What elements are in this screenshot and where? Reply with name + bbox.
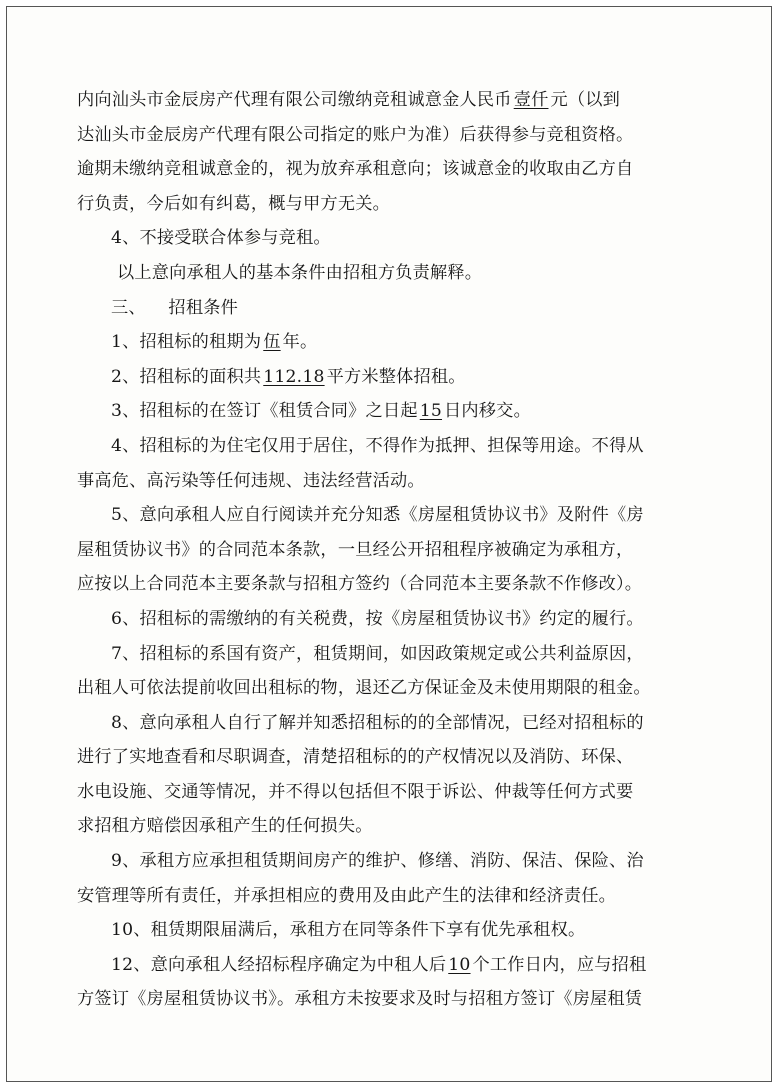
paragraph-line: 屋租赁协议书》的合同范本条款，一旦经公开招租程序被确定为承租方， [77, 539, 634, 560]
clause-line: 4、不接受联合体参与竞租。 [111, 228, 331, 249]
clause-line: 5、意向承租人应自行阅读并充分知悉《房屋租赁协议书》及附件《房 [111, 505, 644, 526]
paragraph-line: 方签订《房屋租赁协议书》。承租方未按要求及时与招租方签订《房屋租赁 [77, 989, 643, 1010]
clause-line: 3、招租标的在签订《租赁合同》之日起 15 日内移交。 [111, 401, 531, 422]
paragraph-line: 安管理等所有责任，并承担相应的费用及由此产生的法律和经济责任。 [77, 885, 617, 906]
paragraph-line: 应按以上合同范本主要条款与招租方签约（合同范本主要条款不作修改）。 [77, 574, 643, 595]
document-body [77, 83, 717, 1017]
document-page [6, 6, 772, 1082]
paragraph-line: 达汕头市金辰房产代理有限公司指定的账户为准）后获得参与竞租资格。 [77, 124, 634, 145]
paragraph-line: 水电设施、交通等情况，并不得以包括但不限于诉讼、仲裁等任何方式要 [77, 781, 634, 802]
clause-line: 6、招租标的需缴纳的有关税费，按《房屋租赁协议书》约定的履行。 [111, 608, 644, 629]
underlined-amount: 壹仟 [513, 90, 549, 110]
clause-line: 10、租赁期限届满后，承租方在同等条件下享有优先承租权。 [111, 920, 586, 941]
clause-line: 4、招租标的为住宅仅用于居住，不得作为抵押、担保等用途。不得从 [111, 435, 644, 456]
paragraph-line: 逾期未缴纳竞租诚意金的，视为放弃承租意向；该诚意金的收取由乙方自 [77, 159, 634, 180]
clause-line: 7、招租标的系国有资产，租赁期间，如因政策规定或公共利益原因， [111, 643, 644, 664]
clause-line: 2、招租标的面积共 112.18 平方米整体招租。 [111, 366, 466, 387]
paragraph-line: 内向汕头市金辰房产代理有限公司缴纳竞租诚意金人民币 壹仟 元（以到 [77, 90, 621, 110]
paragraph-line: 进行了实地查看和尽职调查，清楚招租标的的产权情况以及消防、环保、 [77, 747, 634, 768]
paragraph-line: 求招租方赔偿因承租产生的任何损失。 [77, 816, 373, 837]
clause-line: 1、招租标的租期为 伍 年。 [111, 332, 318, 353]
underlined-area: 112.18 [263, 366, 325, 387]
clause-line: 9、承租方应承担租赁期间房产的维护、修缮、消防、保洁、保险、治 [111, 851, 644, 872]
section-heading: 三、 招租条件 [111, 297, 238, 318]
underlined-days: 15 [419, 401, 443, 422]
paragraph-line: 出租人可依法提前收回出租标的物，退还乙方保证金及未使用期限的租金。 [77, 678, 651, 699]
underlined-workdays: 10 [448, 954, 471, 975]
paragraph-line: 事高危、高污染等任何违规、违法经营活动。 [77, 470, 425, 491]
paragraph-line: 以上意向承租人的基本条件由招租方负责解释。 [117, 262, 483, 283]
clause-line: 8、意向承租人自行了解并知悉招租标的的全部情况，已经对招租标的 [111, 712, 644, 733]
clause-line: 12、意向承租人经招标程序确定为中租人后 10 个工作日内，应与招租 [111, 954, 647, 975]
paragraph-line: 行负责，今后如有纠葛，概与甲方无关。 [77, 193, 390, 214]
underlined-term: 伍 [263, 332, 281, 353]
